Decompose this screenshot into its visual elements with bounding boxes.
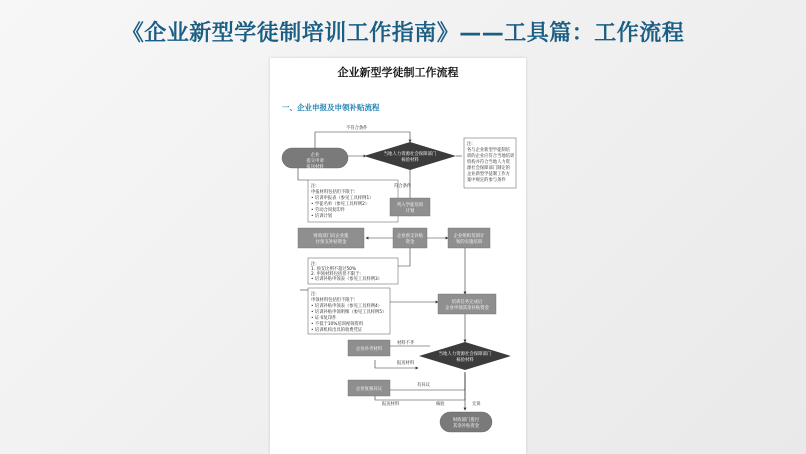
svg-text:当地人力资源社会保障部门: 当地人力资源社会保障部门 <box>438 352 492 357</box>
node-submit <box>438 294 496 314</box>
label-not-qualified: 不符合条件 <box>346 126 368 131</box>
note-left3 <box>308 288 390 334</box>
svg-text:财政部门向企业拨: 财政部门向企业拨 <box>313 234 349 239</box>
svg-text:企业复核异议: 企业复核异议 <box>355 387 383 392</box>
node-include <box>390 198 430 216</box>
svg-text:注:: 注: <box>311 292 317 297</box>
svg-text:企业补齐材料: 企业补齐材料 <box>355 347 383 352</box>
svg-text:各与企业新型学徒制培: 各与企业新型学徒制培 <box>467 148 510 153</box>
svg-text:申领材料包括但不限于:: 申领材料包括但不限于: <box>311 298 356 303</box>
svg-text:• 证书复印件: • 证书复印件 <box>311 316 337 321</box>
svg-text:源社会保障部门制定的: 源社会保障部门制定的 <box>467 166 510 171</box>
svg-text:划的实施培训: 划的实施培训 <box>455 240 483 245</box>
svg-text:企业申领其余补贴资金: 企业申领其余补贴资金 <box>445 306 489 311</box>
slide-title: 《企业新型学徒制培训工作指南》——工具篇：工作流程 <box>121 21 685 46</box>
svg-text:申报材料包括但不限于:: 申报材料包括但不限于: <box>311 190 356 195</box>
svg-text:• 培训补贴申领明细（参见工具样例5）: • 培训补贴申领明细（参见工具样例5） <box>311 310 387 315</box>
decision-review1 <box>364 142 456 170</box>
svg-text:资金: 资金 <box>405 240 415 245</box>
svg-text:• 培训计划: • 培训计划 <box>311 214 333 219</box>
node-finance2 <box>440 412 492 432</box>
svg-text:当地人力资源社会保障部门: 当地人力资源社会保障部门 <box>383 152 437 157</box>
svg-text:• 学徒名单（参见工具样例2）: • 学徒名单（参见工具样例2） <box>311 202 370 207</box>
svg-text:• 培训机构出具的收费凭证: • 培训机构出具的收费凭证 <box>311 328 363 333</box>
section-title: 一、企业申报及申领补贴流程 <box>282 103 380 112</box>
label-resubmit2: 报送材料 <box>382 402 400 407</box>
svg-text:训的企业应符合当地培训: 训的企业应符合当地培训 <box>467 154 515 159</box>
svg-text:企业: 企业 <box>310 153 320 158</box>
svg-text:计划: 计划 <box>405 209 415 214</box>
node-supplement <box>348 340 390 356</box>
svg-text:核验材料: 核验材料 <box>456 358 474 363</box>
label-objection: 有异议 <box>417 383 430 388</box>
svg-text:注:: 注: <box>311 184 317 189</box>
note-left2 <box>308 258 398 284</box>
svg-text:企业组织培训计: 企业组织培训计 <box>453 234 485 239</box>
label-incomplete: 材料不齐 <box>397 341 415 346</box>
node-appeal <box>348 380 390 396</box>
node-train <box>448 228 490 248</box>
node-prepay <box>393 228 427 248</box>
svg-text:付预支补贴资金: 付预支补贴资金 <box>315 240 347 245</box>
svg-text:注:: 注: <box>311 262 317 267</box>
svg-text:培训任务完成后: 培训任务完成后 <box>451 300 483 305</box>
decision-review2 <box>419 342 511 370</box>
flowchart-svg <box>270 58 526 454</box>
flowchart-document <box>270 58 526 454</box>
svg-text:1. 预支比例不超过50%: 1. 预支比例不超过50% <box>311 267 357 272</box>
note-right <box>464 138 516 188</box>
svg-text:• 劳动合同复印件: • 劳动合同复印件 <box>311 208 345 213</box>
svg-text:核验材料: 核验材料 <box>401 158 419 163</box>
svg-text:列入学徒培训: 列入学徒培训 <box>396 203 424 208</box>
svg-text:案中规定的参与条件: 案中规定的参与条件 <box>467 178 506 183</box>
node-start <box>282 148 348 170</box>
label-no-objection: 无误 <box>472 402 481 407</box>
svg-text:机构并符合当地人力资: 机构并符合当地人力资 <box>467 160 510 165</box>
label-verified: 核验 <box>436 402 445 407</box>
svg-text:财政部门拨付: 财政部门拨付 <box>452 418 480 423</box>
svg-text:企业新型学徒制工作方: 企业新型学徒制工作方 <box>467 172 510 177</box>
svg-text:• 不低于10%培训视频资料: • 不低于10%培训视频资料 <box>311 322 364 327</box>
svg-text:提交申请: 提交申请 <box>306 159 324 164</box>
node-finance1 <box>298 228 364 248</box>
svg-text:• 培训补贴申领表（参见工具样例4）: • 培训补贴申领表（参见工具样例4） <box>311 304 383 309</box>
svg-text:注:: 注: <box>467 142 473 147</box>
svg-text:2. 申领材料包括但不限于:: 2. 申领材料包括但不限于: <box>311 272 361 277</box>
svg-text:企业预支补贴: 企业预支补贴 <box>396 234 424 239</box>
svg-text:其余补贴资金: 其余补贴资金 <box>452 424 480 429</box>
document-title: 企业新型学徒制工作流程 <box>337 66 459 79</box>
note-left1 <box>308 180 398 222</box>
label-resubmit1: 报送材料 <box>397 361 415 366</box>
svg-text:• 培训补贴申领表（参见工具样例3）: • 培训补贴申领表（参见工具样例3） <box>311 277 383 282</box>
svg-text:报送材料: 报送材料 <box>306 165 324 170</box>
svg-text:• 培训申报表（参见工具样例1）: • 培训申报表（参见工具样例1） <box>311 196 374 201</box>
label-qualified: 符合条件 <box>394 184 412 189</box>
